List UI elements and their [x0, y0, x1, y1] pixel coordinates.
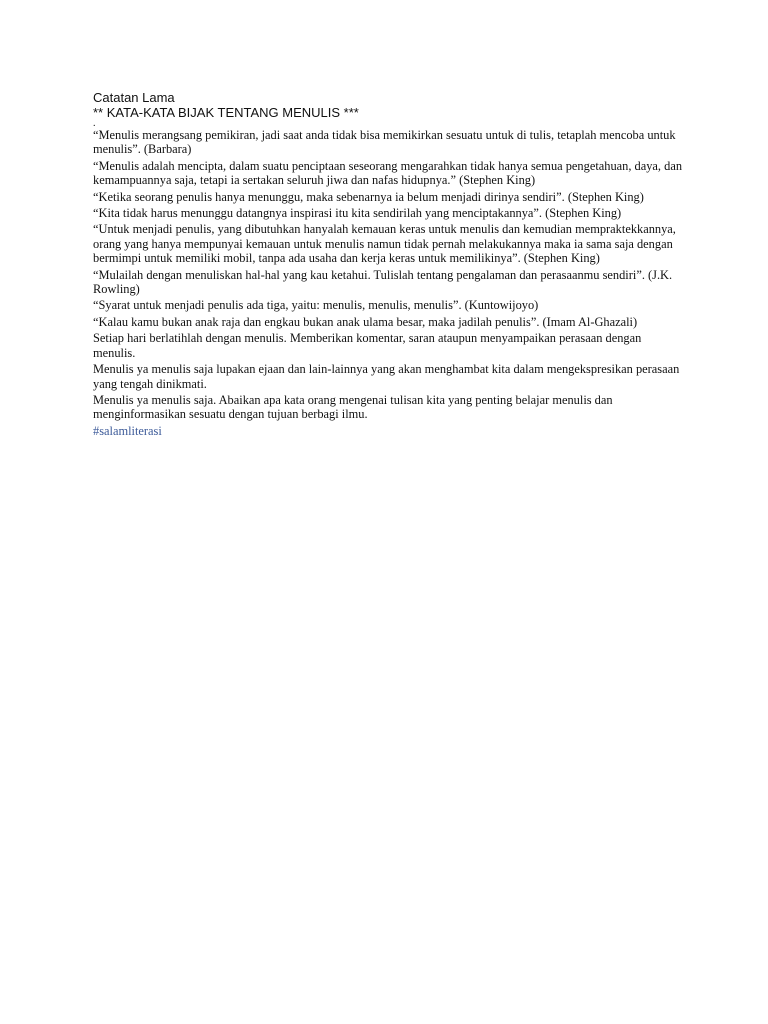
paragraph-quote-king-2: “Ketika seorang penulis hanya menunggu, maka sebenarnya ia belum menjadi dirinya sendiri”. (Stephen King) — [93, 189, 644, 204]
separator-dot: . — [93, 118, 96, 129]
paragraph-quote-king-1: “Menulis adalah mencipta, dalam suatu penciptaan seseorang mengarahkan tidak hanya semua pengetahuan, daya, dan kemampuannya saja, tetapi ia sertakan seluruh jiwa dan nafas hidupnya.” (Stephen King) — [93, 158, 683, 188]
paragraph-advice-3: Menulis ya menulis saja. Abaikan apa kata orang mengenai tulisan kita yang penting belajar menulis dan menginformasikan sesuatu dengan tujuan berbagi ilmu. — [93, 392, 613, 422]
paragraph-advice-2: Menulis ya menulis saja lupakan ejaan dan lain-lainnya yang akan menghambat kita dalam mengekspresikan perasaan yang tengah dinikmati. — [93, 362, 680, 391]
paragraph-quote-rowling: “Mulailah dengan menuliskan hal-hal yang kau ketahui. Tulislah tentang pengalaman dan perasaanmu sendiri”. (J.K. Rowling) — [93, 267, 673, 297]
paragraph-quote-king-4: “Untuk menjadi penulis, yang dibutuhkan hanyalah kemauan keras untuk menulis dan kemudian mempraktekkannya, orang yang hanya mempunyai kemauan untuk menulis namun tidak pernah melakukannya maka ia sama saja dengan bermimpi untuk memiliki mobil, tanpa ada usaha dan kerja keras untuk memilikinya”. (Stephen King) — [93, 222, 676, 266]
paragraph-advice-1: Setiap hari berlatihlah dengan menulis. Memberikan komentar, saran ataupun menyampaikan perasaan dengan menulis. — [93, 331, 642, 360]
paragraph-quote-barbara: “Menulis merangsang pemikiran, jadi saat anda tidak bisa memikirkan sesuatu untuk di tulis, tetaplah mencoba untuk menulis”. (Barbara) — [93, 128, 676, 157]
quotes-heading: ** KATA-KATA BIJAK TENTANG MENULIS *** — [93, 105, 359, 120]
paragraph-quote-kuntowijoyo: “Syarat untuk menjadi penulis ada tiga, yaitu: menulis, menulis, menulis”. (Kuntowijoyo) — [93, 298, 539, 313]
document-page — [93, 90, 683, 438]
paragraph-quote-ghazali: “Kalau kamu bukan anak raja dan engkau bukan anak ulama besar, maka jadilah penulis”. (Imam Al-Ghazali) — [93, 314, 638, 329]
note-title: Catatan Lama — [93, 90, 175, 105]
paragraph-quote-king-3: “Kita tidak harus menunggu datangnya inspirasi itu kita sendirilah yang menciptakannya”. (Stephen King) — [93, 206, 622, 221]
hashtag-link[interactable]: #salamliterasi — [93, 423, 162, 438]
